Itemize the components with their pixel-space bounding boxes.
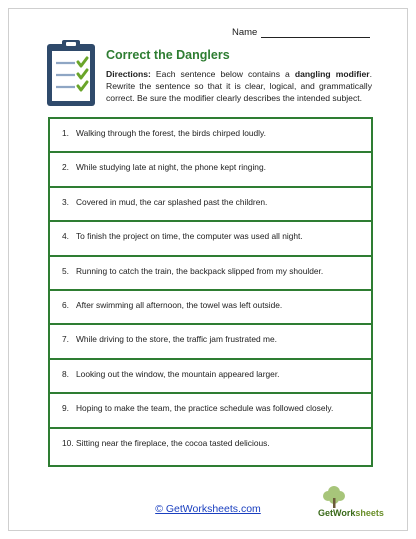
sentence-item[interactable] bbox=[50, 257, 371, 291]
sentence-list bbox=[48, 117, 373, 467]
sentence-item[interactable] bbox=[50, 153, 371, 187]
brand-part-b: sheets bbox=[355, 508, 384, 518]
sentence-item[interactable] bbox=[50, 291, 371, 325]
brand-part-a: GetWork bbox=[318, 508, 356, 518]
item-text: Looking out the window, the mountain appeared larger. bbox=[76, 368, 280, 379]
item-text: While studying late at night, the phone kept ringing. bbox=[76, 162, 266, 173]
sentence-item[interactable] bbox=[50, 119, 371, 153]
item-text: To finish the project on time, the computer was used all night. bbox=[76, 231, 303, 242]
directions-part1: Each sentence below contains a bbox=[150, 69, 295, 79]
sentence-item[interactable] bbox=[50, 360, 371, 394]
name-field[interactable] bbox=[232, 24, 370, 38]
clipboard-checklist-icon bbox=[45, 38, 97, 108]
item-number: 8. bbox=[62, 368, 69, 379]
name-underline bbox=[261, 28, 370, 38]
item-number: 3. bbox=[62, 196, 69, 207]
sentence-item[interactable] bbox=[50, 188, 371, 222]
item-text: Hoping to make the team, the practice schedule was followed closely. bbox=[76, 403, 334, 414]
item-text: Running to catch the train, the backpack slipped from my shoulder. bbox=[76, 265, 324, 276]
worksheet-title: Correct the Danglers bbox=[106, 48, 230, 62]
item-number: 6. bbox=[62, 299, 69, 310]
sentence-item[interactable] bbox=[50, 394, 371, 428]
directions-part2: . Rewrite the sentence so that it is clear, logical, and grammatically correct. Be sure the modifier clearly describes the intended subject. bbox=[106, 69, 372, 103]
item-text: Sitting near the fireplace, the cocoa tasted delicious. bbox=[76, 437, 270, 448]
item-number: 9. bbox=[62, 403, 69, 414]
sentence-item[interactable] bbox=[50, 222, 371, 256]
brand-logo-text bbox=[318, 508, 384, 518]
sentence-item[interactable] bbox=[50, 429, 371, 465]
getworksheets-link[interactable]: © GetWorksheets.com bbox=[155, 503, 261, 515]
item-number: 5. bbox=[62, 265, 69, 276]
item-number: 1. bbox=[62, 128, 69, 138]
item-number: 7. bbox=[62, 334, 69, 345]
directions-lead: Directions: bbox=[106, 69, 151, 79]
name-label: Name bbox=[232, 27, 258, 38]
item-text: After swimming all afternoon, the towel was left outside. bbox=[76, 299, 283, 310]
item-text: Walking through the forest, the birds chirped loudly. bbox=[76, 128, 266, 138]
directions-term: dangling modifier bbox=[294, 69, 370, 79]
item-number: 10. bbox=[62, 437, 74, 448]
item-number: 2. bbox=[62, 162, 69, 173]
item-text: While driving to the store, the traffic jam frustrated me. bbox=[76, 334, 277, 345]
directions-text bbox=[106, 68, 372, 104]
item-number: 4. bbox=[62, 231, 69, 242]
item-text: Covered in mud, the car splashed past the children. bbox=[76, 196, 268, 207]
sentence-item[interactable] bbox=[50, 325, 371, 359]
